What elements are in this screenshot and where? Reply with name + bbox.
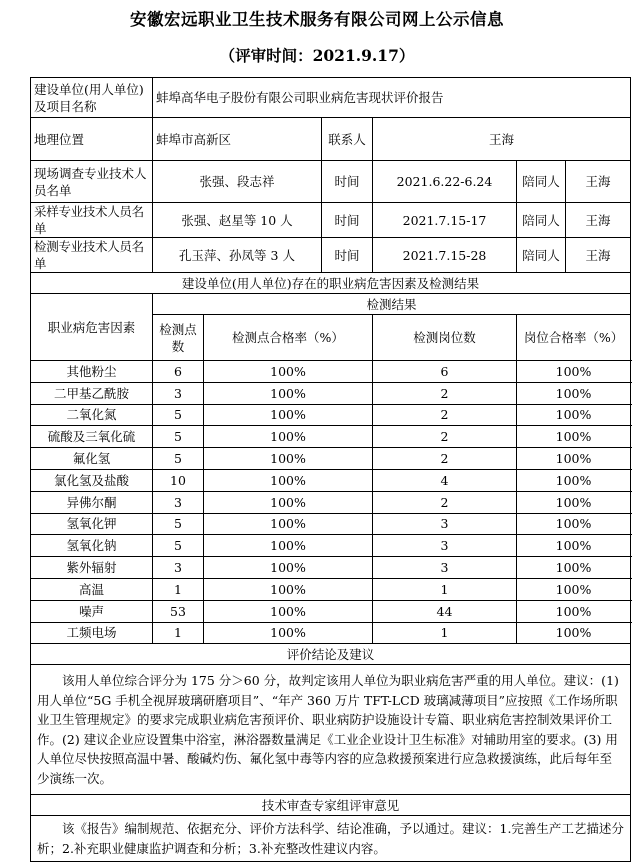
hazard-point-rate: 100% [204, 513, 373, 535]
survey-label: 现场调查专业技术人员名单 [31, 161, 153, 203]
hazard-posts: 3 [373, 535, 517, 557]
hazard-row [31, 578, 631, 600]
sampling-names: 张强、赵星等 10 人 [153, 203, 322, 238]
sampling-label: 采样专业技术人员名单 [31, 203, 153, 238]
survey-time-label: 时间 [322, 161, 373, 203]
hazard-factor: 其他粉尘 [31, 361, 153, 383]
factor-header: 职业病危害因素 [31, 294, 153, 361]
expert-title: 技术审查专家组评审意见 [31, 795, 631, 816]
sampling-time: 2021.7.15-17 [373, 203, 517, 238]
survey-names: 张强、段志祥 [153, 161, 322, 203]
conclusion-title: 评价结论及建议 [31, 644, 631, 665]
hazard-point-rate: 100% [204, 535, 373, 557]
hazard-row [31, 426, 631, 448]
hazard-factor: 高温 [31, 578, 153, 600]
hazard-posts: 2 [373, 404, 517, 426]
results-header: 检测结果 [153, 294, 631, 315]
hazard-row [31, 513, 631, 535]
survey-escort-label: 陪同人 [517, 161, 566, 203]
hazard-factor: 二甲基乙酰胺 [31, 382, 153, 404]
hazard-point-rate: 100% [204, 557, 373, 579]
hazard-posts: 3 [373, 557, 517, 579]
testing-names: 孔玉萍、孙凤等 3 人 [153, 238, 322, 273]
hazard-section-title: 建设单位(用人单位)存在的职业病危害因素及检测结果 [31, 273, 631, 294]
hazard-point-rate: 100% [204, 426, 373, 448]
sampling-escort-label: 陪同人 [517, 203, 566, 238]
col-header-posts: 检测岗位数 [373, 315, 517, 361]
survey-escort: 王海 [566, 161, 631, 203]
sampling-time-label: 时间 [322, 203, 373, 238]
col-header-points: 检测点数 [153, 315, 204, 361]
hazard-factor: 噪声 [31, 600, 153, 622]
hazard-factor: 异佛尔酮 [31, 491, 153, 513]
hazard-post-rate: 100% [517, 578, 631, 600]
contact-label: 联系人 [322, 118, 373, 161]
hazard-points: 5 [153, 513, 204, 535]
hazard-point-rate: 100% [204, 361, 373, 383]
hazard-row [31, 622, 631, 644]
testing-label: 检测专业技术人员名单 [31, 238, 153, 273]
hazard-point-rate: 100% [204, 600, 373, 622]
hazard-point-rate: 100% [204, 469, 373, 491]
hazard-post-rate: 100% [517, 382, 631, 404]
hazard-post-rate: 100% [517, 600, 631, 622]
hazard-factor: 硫酸及三氧化硫 [31, 426, 153, 448]
hazard-points: 3 [153, 491, 204, 513]
unit-label: 建设单位(用人单位)及项目名称 [31, 78, 153, 118]
hazard-posts: 6 [373, 361, 517, 383]
survey-time: 2021.6.22-6.24 [373, 161, 517, 203]
hazard-points: 6 [153, 361, 204, 383]
hazard-row [31, 382, 631, 404]
testing-time-label: 时间 [322, 238, 373, 273]
hazard-posts: 2 [373, 448, 517, 470]
hazard-points: 5 [153, 404, 204, 426]
hazard-row [31, 404, 631, 426]
hazard-posts: 4 [373, 469, 517, 491]
hazard-points: 1 [153, 578, 204, 600]
unit-value: 蚌埠高华电子股份有限公司职业病危害现状评价报告 [153, 78, 631, 118]
hazard-post-rate: 100% [517, 404, 631, 426]
hazard-row [31, 491, 631, 513]
hazard-points: 5 [153, 426, 204, 448]
hazard-points: 53 [153, 600, 204, 622]
testing-escort: 王海 [566, 238, 631, 273]
col-header-post-rate: 岗位合格率（%） [517, 315, 631, 361]
hazard-post-rate: 100% [517, 535, 631, 557]
hazard-posts: 2 [373, 382, 517, 404]
testing-time: 2021.7.15-28 [373, 238, 517, 273]
testing-escort-label: 陪同人 [517, 238, 566, 273]
hazard-factor: 工频电场 [31, 622, 153, 644]
hazard-factor: 二氧化氮 [31, 404, 153, 426]
hazard-post-rate: 100% [517, 513, 631, 535]
hazard-post-rate: 100% [517, 622, 631, 644]
location-value: 蚌埠市高新区 [153, 118, 322, 161]
hazard-points: 3 [153, 382, 204, 404]
hazard-post-rate: 100% [517, 426, 631, 448]
hazard-row [31, 448, 631, 470]
hazard-point-rate: 100% [204, 404, 373, 426]
hazard-posts: 3 [373, 513, 517, 535]
hazard-post-rate: 100% [517, 469, 631, 491]
hazard-post-rate: 100% [517, 491, 631, 513]
expert-text: 该《报告》编制规范、依据充分、评价方法科学、结论准确，予以通过。建议：1.完善生产工艺描述分析；2.补充职业健康监护调查和分析；3.补充整改性建议内容。 [31, 816, 631, 862]
hazard-point-rate: 100% [204, 622, 373, 644]
hazard-row [31, 557, 631, 579]
hazard-points: 1 [153, 622, 204, 644]
col-header-point-rate: 检测点合格率（%） [204, 315, 373, 361]
hazard-point-rate: 100% [204, 578, 373, 600]
hazard-posts: 44 [373, 600, 517, 622]
hazard-factor: 氢氧化钾 [31, 513, 153, 535]
hazard-points: 10 [153, 469, 204, 491]
hazard-posts: 2 [373, 491, 517, 513]
hazard-row [31, 469, 631, 491]
hazard-points: 3 [153, 557, 204, 579]
hazard-points: 5 [153, 535, 204, 557]
hazard-post-rate: 100% [517, 448, 631, 470]
hazard-points: 5 [153, 448, 204, 470]
hazard-factor: 氢氧化钠 [31, 535, 153, 557]
hazard-point-rate: 100% [204, 382, 373, 404]
hazard-point-rate: 100% [204, 448, 373, 470]
hazard-point-rate: 100% [204, 491, 373, 513]
hazard-row [31, 600, 631, 622]
hazard-factor: 氯化氢及盐酸 [31, 469, 153, 491]
hazard-posts: 1 [373, 622, 517, 644]
contact-value: 王海 [373, 118, 631, 161]
page-title: 安徽宏远职业卫生技术服务有限公司网上公示信息 [130, 10, 504, 29]
hazard-post-rate: 100% [517, 361, 631, 383]
conclusion-text: 该用人单位综合评分为 175 分＞60 分，故判定该用人单位为职业病危害严重的用人单位。建议：(1) 用人单位“5G 手机全视屏玻璃研磨项目”、“年产 360 万片 TFT-LCD 玻璃减薄项目”应按照《工作场所职业卫生管理规定》的要求完成职业病危害预评价、职业病防护设施设计专篇、职业病危害控制效果评价工作。(2) 建议企业应设置集中浴室，淋浴器数量满足《工业企业设计卫生标准》对辅助用室的要求。(3) 用人单位尽快按照高温中暑、酸碱灼伤、氟化氢中毒等内容的应急救援预案进行应急救援演练，此后每年至少演练一次。 [31, 665, 631, 795]
hazard-row [31, 361, 631, 383]
hazard-factor: 氟化氢 [31, 448, 153, 470]
review-time: （评审时间：2021.9.17） [219, 46, 415, 65]
hazard-posts: 2 [373, 426, 517, 448]
hazard-post-rate: 100% [517, 557, 631, 579]
sampling-escort: 王海 [566, 203, 631, 238]
hazard-factor: 紫外辐射 [31, 557, 153, 579]
location-label: 地理位置 [31, 118, 153, 161]
disclosure-table [30, 77, 631, 862]
hazard-posts: 1 [373, 578, 517, 600]
hazard-row [31, 535, 631, 557]
